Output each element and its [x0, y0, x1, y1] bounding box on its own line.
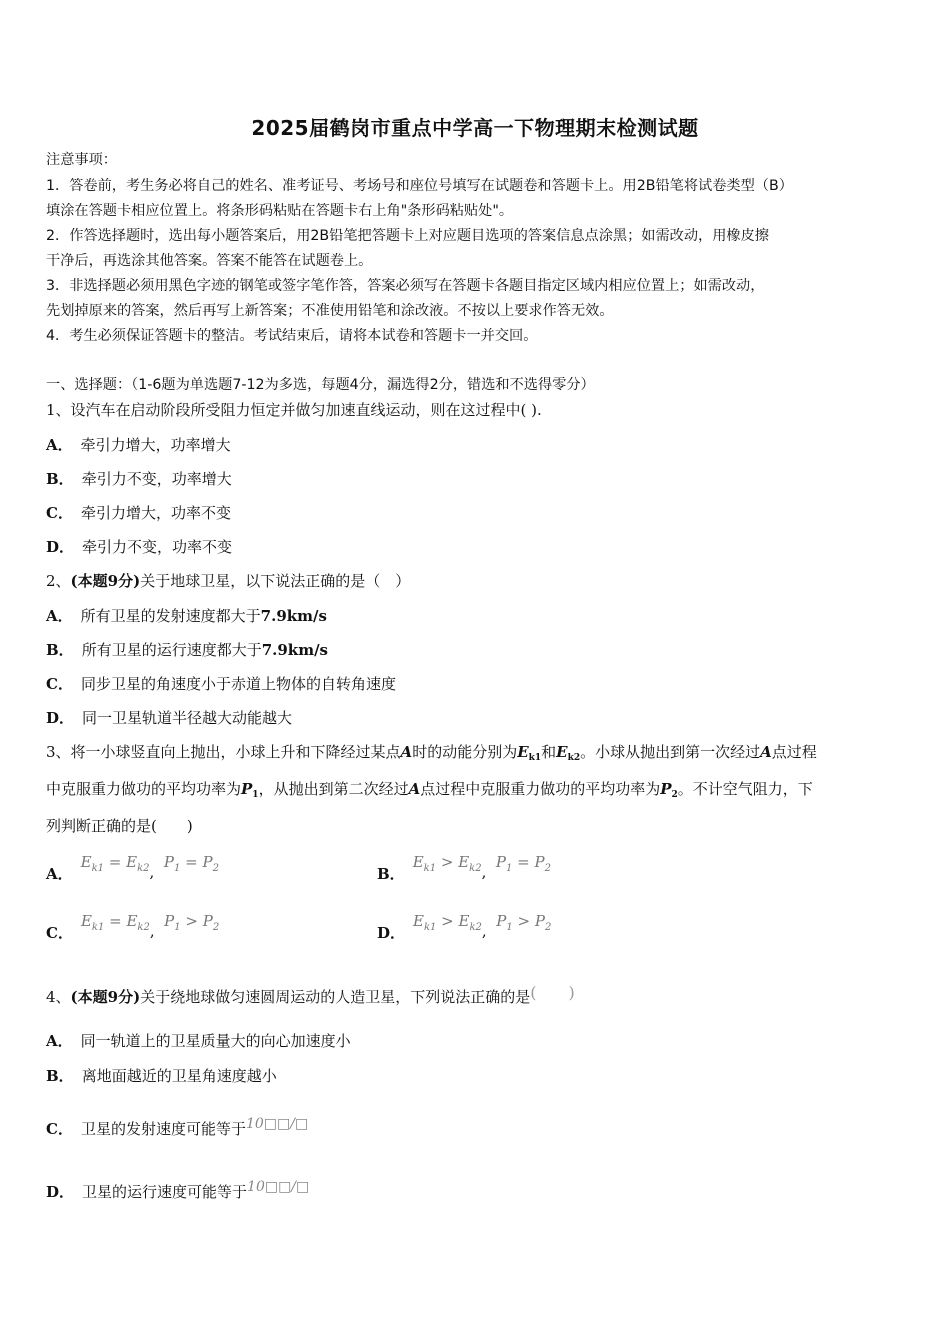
formula: $E_{k1} = E_{k2}$ [80, 853, 150, 874]
point-label: A [760, 743, 772, 761]
page-title: 2025届鹤岗市重点中学高一下物理期末检测试题 [251, 116, 699, 140]
option-letter: A． [46, 607, 73, 625]
q2-option-b [46, 640, 328, 660]
notice-line: 1．答卷前，考生务必将自己的姓名、准考证号、考场号和座位号填写在试题卷和答题卡上。用2B铅笔将试卷类型（B） [46, 178, 793, 194]
option-letter: B． [46, 641, 74, 659]
option-letter: D． [377, 924, 406, 942]
q4-option-c [46, 1114, 308, 1139]
answer-paren: ( ) [530, 983, 575, 1002]
q-text: 点过程中克服重力做功的平均功率为 [420, 780, 661, 798]
symbol: P [660, 780, 672, 798]
q1-option-a [46, 435, 231, 455]
option-text: 牵引力增大，功率增大 [80, 436, 231, 454]
subscript: k1 [528, 753, 542, 763]
option-text: 所有卫星的运行速度都大于 [81, 641, 262, 659]
q2-option-d [46, 708, 292, 728]
q-text: ，从抛出到第二次经过 [258, 780, 409, 798]
option-text: 牵引力不变，功率不变 [82, 538, 233, 556]
formula: $P_1 = P_2$ [495, 853, 551, 874]
option-text: 同步卫星的角速度小于赤道上物体的自转角速度 [80, 675, 396, 693]
option-letter: A． [46, 436, 73, 454]
q-text: 。小球从抛出到第一次经过 [580, 743, 761, 761]
q1-option-c [46, 503, 231, 523]
formula: $P_1 > P_2$ [496, 912, 552, 933]
q-text: 关于地球卫星，以下说法正确的是（ ） [140, 572, 411, 590]
q4-option-b [46, 1066, 277, 1086]
point-label: A [400, 743, 413, 761]
q-text: 3、将一小球竖直向上抛出，小球上升和下降经过某点 [46, 743, 401, 761]
question-1-stem: 1、设汽车在启动阶段所受阻力恒定并做匀加速直线运动，则在这过程中( ). [46, 401, 542, 419]
q3-option-c [46, 911, 219, 943]
option-letter: B． [46, 470, 74, 488]
question-3-line-1 [46, 742, 817, 768]
option-value: 7.9km/s [261, 641, 328, 659]
notice-line: 填涂在答题卡相应位置上。将条形码粘贴在答题卡右上角"条形码粘贴处"。 [46, 203, 514, 219]
formula: $E_{k1} = E_{k2}$ [80, 912, 150, 933]
q-number: 4、 [46, 988, 71, 1006]
option-text: 牵引力增大，功率不变 [80, 504, 231, 522]
option-text: 所有卫星的发射速度都大于 [80, 607, 261, 625]
subscript: 2 [671, 790, 678, 800]
q-text: 关于绕地球做匀速圆周运动的人造卫星，下列说法正确的是 [140, 988, 531, 1006]
q-text: 时的动能分别为 [412, 743, 518, 761]
option-text: 牵引力不变，功率增大 [81, 470, 232, 488]
q2-option-a [46, 606, 327, 626]
question-3-line-2 [46, 779, 813, 805]
option-letter: C． [46, 1120, 73, 1138]
option-letter: B． [46, 1067, 74, 1085]
option-letter: D． [46, 1183, 75, 1201]
symbol: E [517, 743, 529, 761]
q1-option-d [46, 537, 232, 557]
notice-line: 干净后，再选涂其他答案。答案不能答在试题卷上。 [46, 253, 373, 269]
option-letter: C． [46, 504, 73, 522]
q-text: 点过程 [771, 743, 817, 761]
q1-option-b [46, 469, 232, 489]
q3-option-a [46, 852, 219, 884]
option-text: 同一轨道上的卫星质量大的向心加速度小 [80, 1032, 351, 1050]
comma: , [149, 922, 155, 940]
option-text: 卫星的发射速度可能等于 [80, 1120, 246, 1138]
subscript: k2 [567, 753, 581, 763]
question-2-stem [46, 571, 410, 591]
option-letter: A． [46, 1032, 73, 1050]
notice-line: 3．非选择题必须用黑色字迹的钢笔或签字笔作答，答案必须写在答题卡各题目指定区域内相应位置上；如需改动， [46, 278, 765, 294]
q2-option-c [46, 674, 396, 694]
q-score: (本题9分) [70, 572, 141, 590]
q-text: 中克服重力做功的平均功率为 [46, 780, 242, 798]
notice-line: 2．作答选择题时，选出每小题答案后，用2B铅笔把答题卡上对应题目选项的答案信息点涂黑；如需改动，用橡皮擦 [46, 228, 769, 244]
question-3-line-3: 列判断正确的是( ) [46, 817, 193, 835]
notice-heading: 注意事项： [46, 152, 117, 168]
q4-option-d [46, 1177, 309, 1202]
option-value: 10□□/□ [245, 1116, 309, 1132]
q-text: 和 [541, 743, 557, 761]
option-text: 离地面越近的卫星角速度越小 [81, 1067, 277, 1085]
option-text: 同一卫星轨道半径越大动能越大 [82, 709, 293, 727]
symbol: E [556, 743, 568, 761]
notice-line: 4．考生必须保证答题卡的整洁。考试结束后，请将本试卷和答题卡一并交回。 [46, 328, 538, 344]
point-label: A [408, 780, 421, 798]
formula: $P_1 > P_2$ [164, 912, 220, 933]
q3-option-d [377, 911, 551, 943]
option-text: 卫星的运行速度可能等于 [82, 1183, 248, 1201]
q-score: (本题9分) [70, 988, 141, 1006]
comma: , [481, 922, 487, 940]
option-letter: C． [46, 924, 73, 942]
comma: , [149, 863, 155, 881]
notice-line: 先划掉原来的答案，然后再写上新答案；不准使用铅笔和涂改液。不按以上要求作答无效。 [46, 303, 614, 319]
option-letter: B． [377, 865, 405, 883]
q3-option-b [377, 852, 551, 884]
option-value: 7.9km/s [260, 607, 327, 625]
option-letter: D． [46, 538, 75, 556]
formula: $P_1 = P_2$ [163, 853, 219, 874]
option-letter: C． [46, 675, 73, 693]
q4-option-a [46, 1031, 351, 1051]
option-letter: D． [46, 709, 75, 727]
symbol: P [241, 780, 253, 798]
option-value: 10□□/□ [247, 1179, 310, 1195]
question-4-stem [46, 983, 575, 1007]
q-number: 2、 [46, 572, 71, 590]
section-heading: 一、选择题：（1-6题为单选题7-12为多选，每题4分，漏选得2分，错选和不选得零分） [46, 377, 595, 393]
subscript: 1 [252, 790, 259, 800]
option-letter: A． [46, 865, 73, 883]
q-text: 。不计空气阻力，下 [677, 780, 813, 798]
comma: , [481, 863, 487, 881]
formula: $E_{k1} > E_{k2}$ [412, 853, 482, 874]
formula: $E_{k1} > E_{k2}$ [413, 912, 482, 933]
